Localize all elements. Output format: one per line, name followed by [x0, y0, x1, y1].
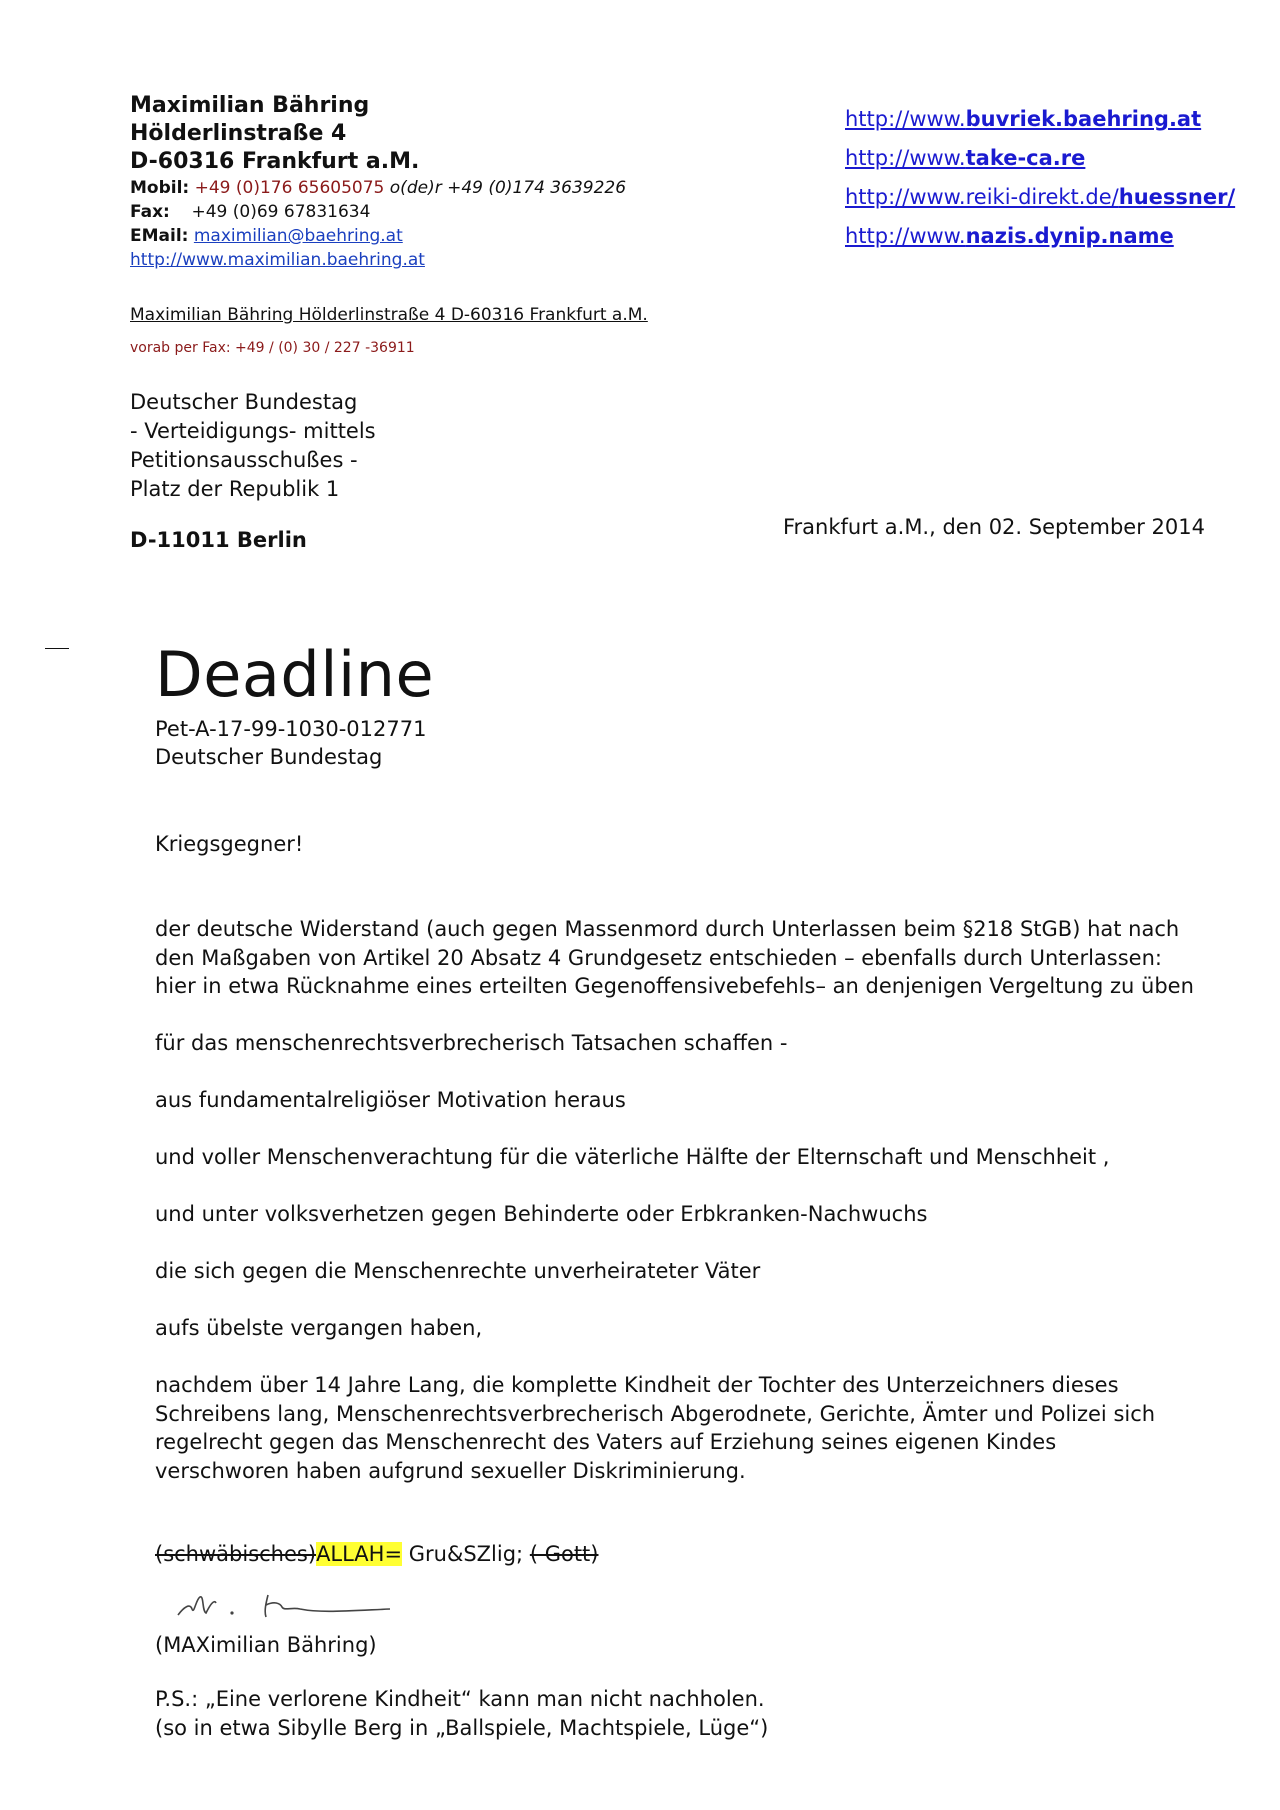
body-paragraph: aufs übelste vergangen haben,	[155, 1316, 483, 1340]
link-prefix: http://www.reiki-direkt.de/	[845, 185, 1119, 209]
body-paragraph: die sich gegen die Menschenrechte unverheirateter Väter	[155, 1259, 761, 1283]
recipient-block	[130, 388, 376, 555]
recipient-line-2: - Verteidigungs- mittels	[130, 419, 376, 443]
closing-highlight: ALLAH=	[316, 1542, 403, 1566]
closing-struck-1: (schwäbisches)	[155, 1542, 317, 1566]
sender-street: Hölderlinstraße 4	[130, 121, 347, 146]
website-line	[130, 248, 626, 272]
signature-name: (MAXimilian Bähring)	[155, 1633, 377, 1657]
handwritten-signature	[170, 1585, 410, 1635]
mobil-number-1: +49 (0)176 65605075	[194, 178, 385, 198]
salutation: Kriegsgegner!	[155, 832, 304, 856]
body-paragraph: und unter volksverhetzen gegen Behinderte oder Erbkranken-Nachwuchs	[155, 1202, 928, 1226]
mobil-line	[130, 176, 626, 200]
closing-greeting: Gru&SZlig;	[408, 1542, 524, 1566]
fax-number: +49 (0)69 67831634	[191, 202, 371, 222]
links-list	[845, 100, 1235, 256]
fold-mark	[45, 648, 69, 649]
body-paragraph: nachdem über 14 Jahre Lang, die komplette Kindheit der Tochter des Unterzeichners dieses Schreibens lang, Menschenrechtsverbrecherisch Abgerodnete, Gerichte, Ämter und Polizei sich regelrecht gegen das Menschenrecht des Vaters auf Erziehung seines eigenen Kindes verschworen haben aufgrund sexueller Diskriminierung.	[155, 1373, 1156, 1483]
reference-number: Pet-A-17-99-1030-012771	[155, 717, 427, 741]
closing-struck-2: ( Gott)	[529, 1542, 599, 1566]
closing-line	[155, 1542, 598, 1566]
body-paragraph: der deutsche Widerstand (auch gegen Massenmord durch Unterlassen beim §218 StGB) hat nach den Maßgaben von Artikel 20 Absatz 4 Grundgesetz entschieden – ebenfalls durch Unterlassen: hier in etwa Rücknahme eines erteilten Gegenoffensivebefehls– an denjenigen Vergeltung zu üben	[155, 917, 1194, 998]
ps-line-1: P.S.: „Eine verlorene Kindheit“ kann man nicht nachholen.	[155, 1687, 765, 1711]
body-paragraph: für das menschenrechtsverbrecherisch Tatsachen schaffen -	[155, 1031, 788, 1055]
link-bold: huessner/	[1118, 185, 1236, 209]
link-buvriek[interactable]	[845, 100, 1235, 139]
reference-org: Deutscher Bundestag	[155, 745, 383, 769]
mobil-separator: o(de)r	[389, 178, 442, 198]
sender-city: D-60316 Frankfurt a.M.	[130, 149, 420, 174]
body-paragraph: aus fundamentalreligiöser Motivation heraus	[155, 1088, 626, 1112]
postscript	[155, 1685, 768, 1743]
reference-block	[155, 715, 426, 771]
fax-notice: vorab per Fax: +49 / (0) 30 / 227 -36911	[130, 340, 415, 356]
letter-body	[155, 915, 1195, 1514]
link-prefix: http://www.	[845, 146, 966, 170]
link-bold: buvriek.baehring.at	[965, 107, 1202, 131]
link-bold: take-ca.re	[965, 146, 1086, 170]
headline: Deadline	[155, 638, 435, 711]
email-link[interactable]: maximilian@baehring.at	[193, 226, 403, 246]
fax-label: Fax:	[130, 202, 170, 222]
recipient-line-1: Deutscher Bundestag	[130, 390, 358, 414]
letter-date: Frankfurt a.M., den 02. September 2014	[783, 515, 1205, 539]
ps-line-2: (so in etwa Sibylle Berg in „Ballspiele, Machtspiele, Lüge“)	[155, 1716, 769, 1740]
email-label: EMail:	[130, 226, 189, 246]
sender-name: Maximilian Bähring	[130, 93, 370, 118]
link-reiki[interactable]	[845, 178, 1235, 217]
link-nazis-dynip[interactable]	[845, 217, 1235, 256]
recipient-line-3: Petitionsausschußes -	[130, 448, 358, 472]
email-line	[130, 224, 626, 248]
recipient-city: D-11011 Berlin	[130, 528, 307, 552]
fax-line	[130, 200, 626, 224]
link-bold: nazis.dynip.name	[965, 224, 1174, 248]
mobil-number-2: +49 (0)174 3639226	[447, 178, 627, 198]
website-link[interactable]: http://www.maximilian.baehring.at	[130, 250, 425, 270]
mobil-label: Mobil:	[130, 178, 190, 198]
recipient-line-4: Platz der Republik 1	[130, 477, 340, 501]
link-prefix: http://www.	[845, 224, 966, 248]
body-paragraph: und voller Menschenverachtung für die väterliche Hälfte der Elternschaft und Menschheit ,	[155, 1145, 1110, 1169]
return-address: Maximilian Bähring Hölderlinstraße 4 D-60316 Frankfurt a.M.	[130, 305, 648, 325]
sender-block	[130, 92, 626, 272]
link-prefix: http://www.	[845, 107, 966, 131]
link-take-care[interactable]	[845, 139, 1235, 178]
